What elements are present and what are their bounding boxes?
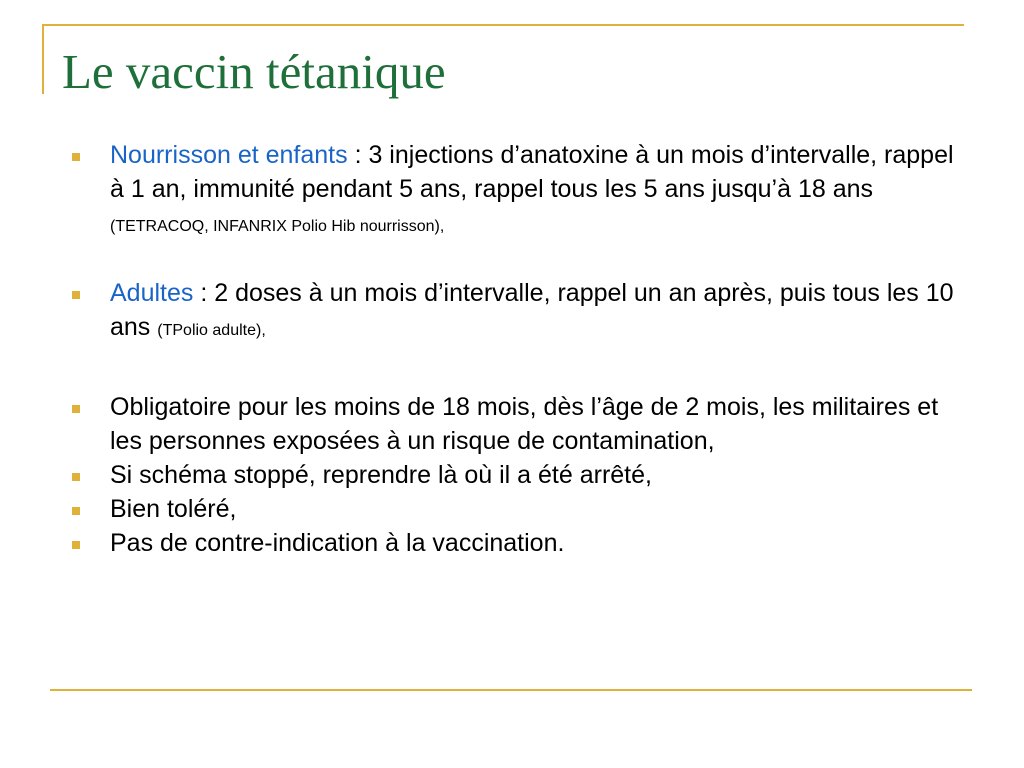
no-contraindication-text: Pas de contre-indication à la vaccination. [110, 529, 565, 557]
adults-label: Adultes [110, 279, 194, 307]
slide-title: Le vaccin tétanique [62, 44, 446, 99]
adults-brand-note: (TPolio adulte), [157, 322, 266, 339]
bullet-list [72, 138, 962, 560]
square-bullet-icon [72, 507, 80, 515]
frame-bottom-line [50, 689, 972, 691]
square-bullet-icon [72, 473, 80, 481]
square-bullet-icon [72, 153, 80, 161]
adults-text: : 2 doses à un mois d’intervalle, rappel un an après, puis tous les 10 ans [110, 279, 954, 341]
children-text: : 3 injections d’anatoxine à un mois d’intervalle, rappel à 1 an, immunité pendant 5 ans, rappel tous les 5 ans jusqu’à 18 ans [110, 141, 954, 203]
list-item-no-contraindication [72, 526, 962, 560]
frame-left-line [42, 24, 44, 94]
frame-top-line [42, 24, 964, 26]
square-bullet-icon [72, 405, 80, 413]
square-bullet-icon [72, 291, 80, 299]
well-tolerated-text: Bien toléré, [110, 495, 237, 523]
list-item-well-tolerated [72, 492, 962, 526]
schedule-interrupted-text: Si schéma stoppé, reprendre là où il a été arrêté, [110, 461, 652, 489]
square-bullet-icon [72, 541, 80, 549]
children-label: Nourrisson et enfants [110, 141, 348, 169]
list-item-children [72, 138, 962, 244]
mandatory-text: Obligatoire pour les moins de 18 mois, dès l’âge de 2 mois, les militaires et les personnes exposées à un risque de contamination, [110, 393, 939, 455]
list-item-adults [72, 276, 962, 348]
list-item-schedule-interrupted [72, 458, 962, 492]
list-item-mandatory [72, 390, 962, 458]
children-brands-note: (TETRACOQ, INFANRIX Polio Hib nourrisson), [110, 218, 445, 235]
